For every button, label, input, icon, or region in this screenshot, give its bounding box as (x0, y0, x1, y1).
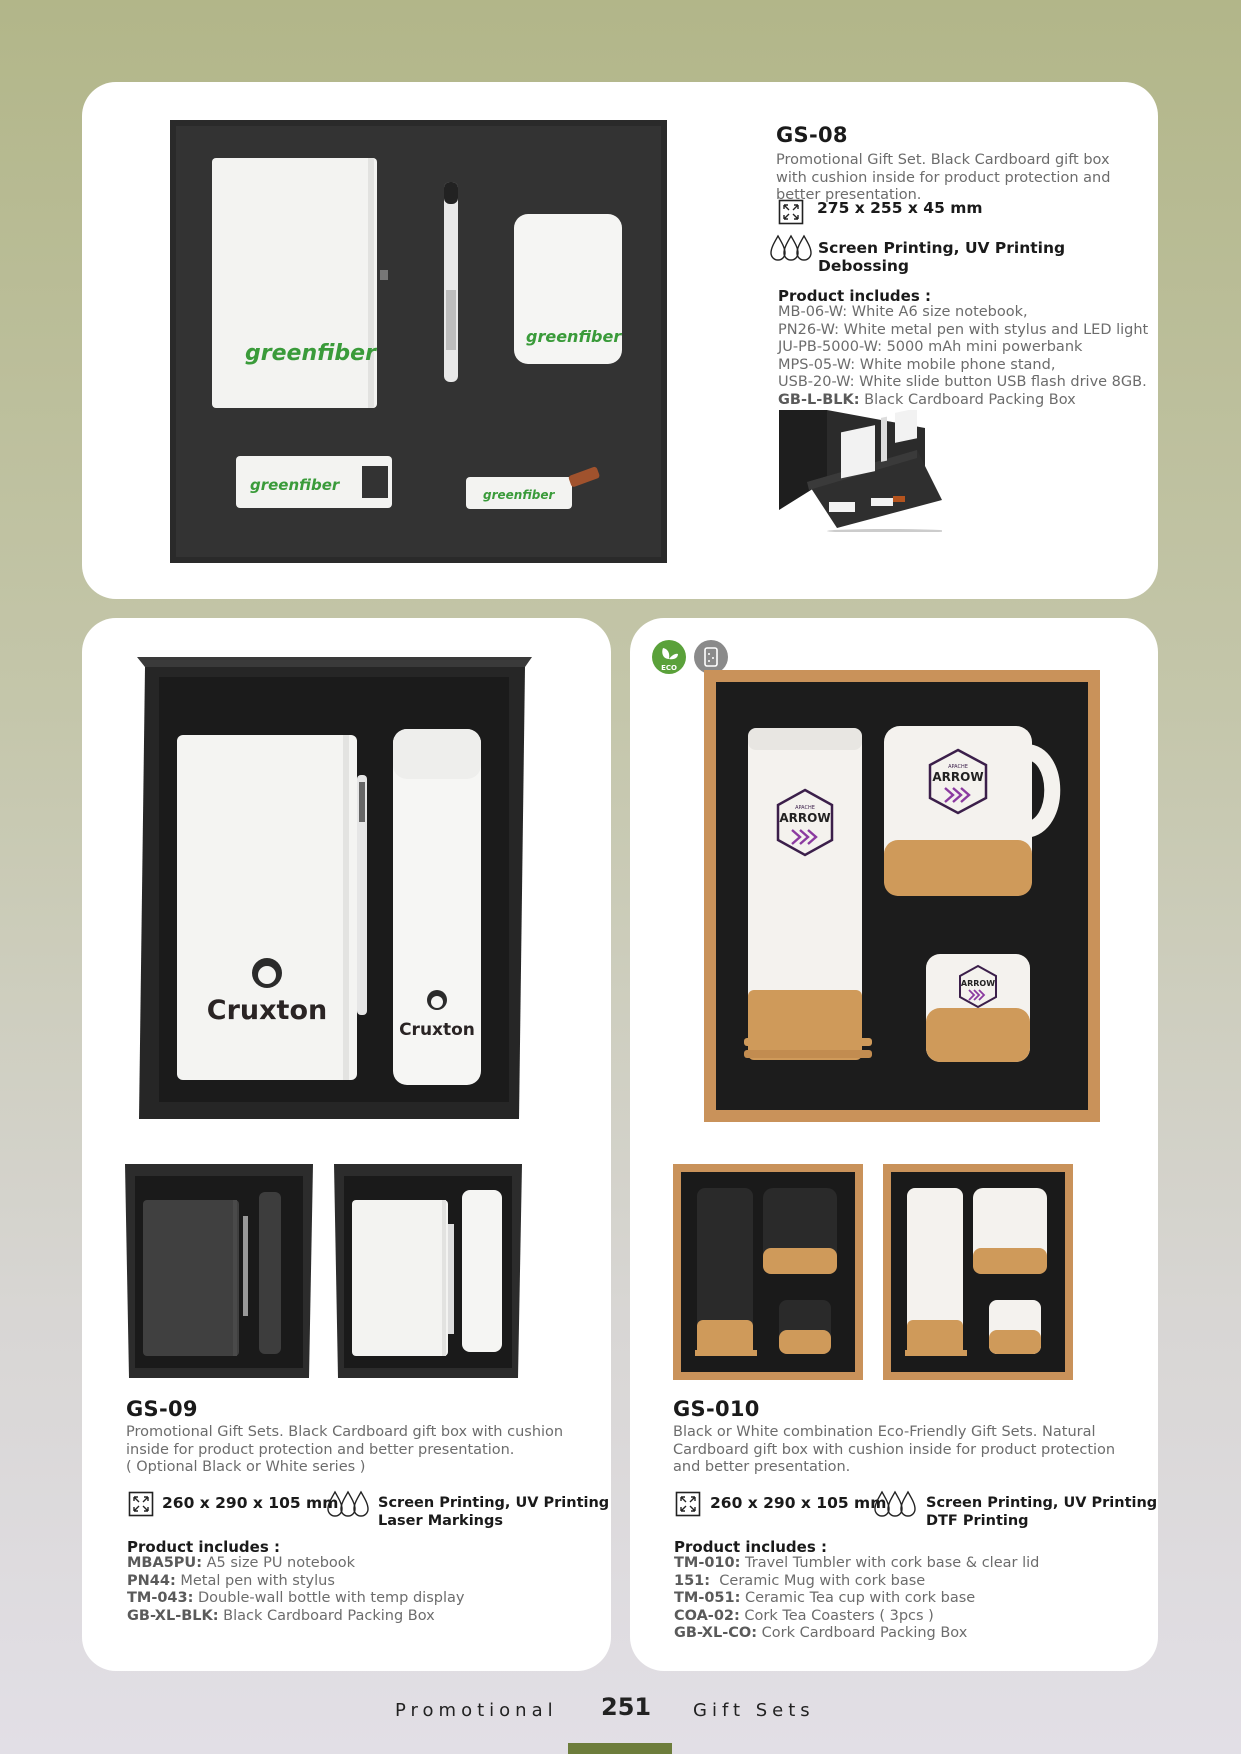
product-size: 260 x 290 x 105 mm (710, 1494, 887, 1512)
svg-text:ARROW: ARROW (960, 979, 996, 988)
gs08-box-photo (777, 410, 942, 532)
svg-text:ARROW: ARROW (932, 770, 984, 784)
gs09-product-photo (137, 657, 532, 1119)
product-code: GS-09 (126, 1397, 198, 1421)
includes-list (127, 1555, 464, 1625)
list-item: MBA5PU: A5 size PU notebook (127, 1555, 356, 1571)
gs010-product-photo (704, 670, 1100, 1122)
gs08-product-photo (170, 120, 667, 563)
list-item: GB-L-BLK: Black Cardboard Packing Box (778, 391, 1076, 408)
includes-title: Product includes : (674, 1538, 827, 1556)
svg-text:Cruxton: Cruxton (399, 1020, 475, 1040)
product-code: GS-010 (673, 1397, 760, 1421)
footer-label-right: Gift Sets (693, 1700, 815, 1721)
list-item: COA-02: Cork Tea Coasters ( 3pcs ) (674, 1607, 934, 1624)
list-item: PN26-W: White metal pen with stylus and LED light (778, 321, 1149, 338)
printing-drops-icon (872, 1489, 918, 1519)
dimensions-icon (675, 1491, 701, 1517)
list-item: GB-XL-BLK: Black Cardboard Packing Box (127, 1607, 435, 1624)
list-item: TM-043: Double-wall bottle with temp display (127, 1590, 465, 1606)
includes-title: Product includes : (778, 287, 931, 305)
list-item: GB-XL-CO: Cork Cardboard Packing Box (674, 1625, 968, 1641)
includes-list (674, 1555, 1039, 1643)
printing-drops-icon (770, 233, 812, 263)
printing-drops-icon (325, 1489, 371, 1519)
list-item: MPS-05-W: White mobile phone stand, (778, 356, 1056, 373)
svg-text:greenfiber: greenfiber (483, 488, 555, 502)
gs09-black-variant-photo (125, 1164, 313, 1378)
dimensions-icon (778, 199, 804, 225)
list-item: JU-PB-5000-W: 5000 mAh mini powerbank (778, 339, 1083, 355)
svg-text:Cruxton: Cruxton (206, 995, 328, 1026)
product-description: Promotional Gift Set. Black Cardboard gift box with cushion inside for product protection and better presentation. (776, 152, 1111, 203)
gs010-black-variant-photo (673, 1164, 863, 1380)
list-item: USB-20-W: White slide button USB flash drive 8GB. (778, 374, 1147, 390)
list-item: TM-010: Travel Tumbler with cork base & clear lid (674, 1555, 1040, 1571)
list-item: TM-051: Ceramic Tea cup with cork base (674, 1590, 976, 1606)
svg-text:APACHE: APACHE (948, 764, 968, 770)
product-card-gs010 (630, 618, 1158, 1671)
product-description: Promotional Gift Sets. Black Cardboard gift box with cushion inside for product protection and better presentation. ( Optional Black or White series ) (126, 1424, 564, 1475)
footer-label-left: Promotional (395, 1700, 558, 1721)
gs010-white-variant-photo (883, 1164, 1073, 1380)
list-item: PN44: Metal pen with stylus (127, 1572, 335, 1589)
eco-badge-icon (651, 639, 687, 675)
printing-methods: Screen Printing, UV Printing Laser Markings (378, 1495, 610, 1529)
gs09-white-variant-photo (334, 1164, 522, 1378)
product-card-gs09 (82, 618, 611, 1671)
svg-text:greenfiber: greenfiber (526, 327, 622, 346)
includes-list (778, 304, 1148, 409)
list-item: MB-06-W: White A6 size notebook, (778, 304, 1028, 320)
product-description: Black or White combination Eco-Friendly Gift Sets. Natural Cardboard gift box with cushion inside for product protection and better presentation. (673, 1424, 1116, 1475)
printing-methods: Screen Printing, UV Printing Debossing (818, 239, 1066, 275)
product-code: GS-08 (776, 123, 848, 147)
svg-text:ECO: ECO (661, 664, 677, 672)
svg-text:APACHE: APACHE (795, 805, 815, 811)
svg-text:greenfiber: greenfiber (250, 476, 340, 494)
printing-methods: Screen Printing, UV Printing DTF Printing (926, 1495, 1158, 1529)
list-item: 151: Ceramic Mug with cork base (674, 1572, 926, 1589)
product-size: 275 x 255 x 45 mm (817, 199, 983, 217)
product-size: 260 x 290 x 105 mm (162, 1494, 339, 1512)
page-number: 251 (601, 1693, 652, 1721)
dimensions-icon (128, 1491, 154, 1517)
svg-text:greenfiber: greenfiber (245, 341, 376, 366)
product-card-gs08 (82, 82, 1158, 599)
footer-accent-bar (568, 1743, 672, 1754)
includes-title: Product includes : (127, 1538, 280, 1556)
svg-text:ARROW: ARROW (779, 811, 831, 825)
